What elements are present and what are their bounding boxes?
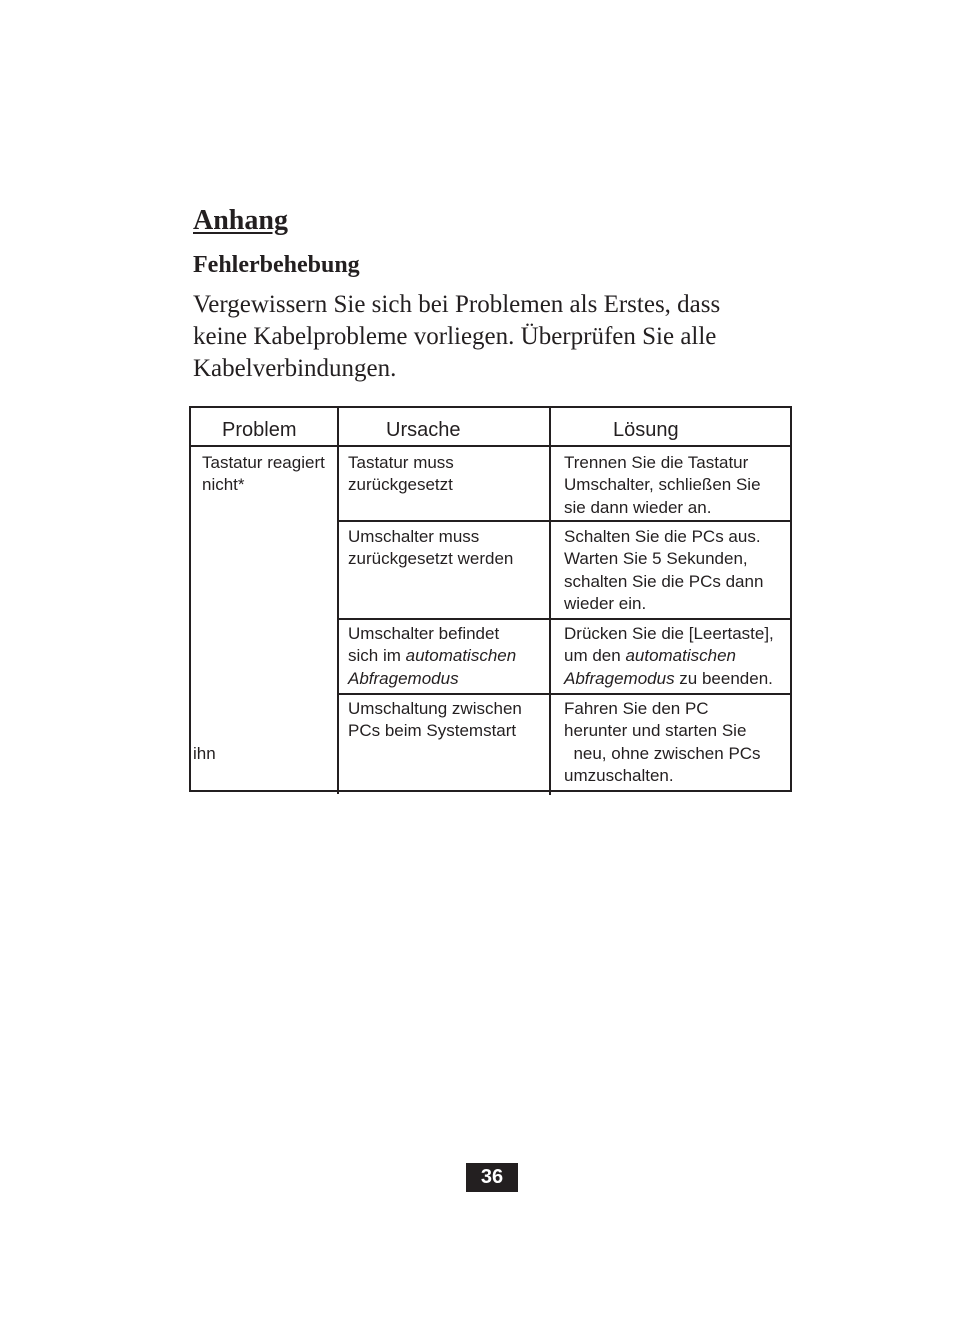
cause-text: PCs beim Systemstart — [348, 721, 517, 741]
cause-text-italic: Abfragemodus — [348, 668, 459, 688]
cause-text: Tastatur muss — [348, 453, 454, 472]
cause-cell — [348, 698, 522, 743]
problem-text: nicht* — [202, 475, 245, 495]
cause-text: zurückgesetzt — [348, 475, 453, 495]
troubleshooting-table — [189, 406, 792, 793]
row-separator — [337, 618, 792, 620]
table-border-bottom — [189, 790, 792, 792]
solution-text-segment: um den — [564, 646, 626, 666]
solution-cell — [564, 526, 763, 615]
intro-line: keine Kabelprobleme vorliegen. Überprüfen Sie alle — [193, 323, 717, 350]
column-divider — [549, 406, 551, 795]
row-separator — [337, 693, 792, 695]
solution-cell — [564, 452, 761, 519]
column-header-problem: Problem — [222, 419, 297, 441]
cause-text — [348, 645, 516, 667]
intro-paragraph — [193, 289, 793, 385]
intro-line: Kabelverbindungen. — [193, 355, 397, 382]
cause-text: Umschaltung zwischen — [348, 699, 522, 718]
cause-text — [348, 668, 516, 690]
solution-text: herunter und starten Sie — [564, 721, 747, 741]
solution-text: Fahren Sie den PC — [564, 699, 709, 718]
cause-cell — [348, 526, 513, 571]
column-divider — [337, 406, 339, 794]
solution-text-segment: zu beenden. — [674, 668, 773, 688]
column-header-cause: Ursache — [386, 419, 461, 441]
problem-text: Tastatur reagiert — [202, 453, 325, 472]
solution-text — [564, 645, 774, 667]
solution-text: Schalten Sie die PCs aus. — [564, 527, 761, 546]
cause-text: zurückgesetzt werden — [348, 549, 514, 569]
table-border-top — [189, 406, 792, 408]
cause-text: Umschalter muss — [348, 527, 480, 546]
solution-text: sie dann wieder an. — [564, 497, 712, 517]
cause-text-italic: automatischen — [405, 646, 517, 666]
column-header-solution: Lösung — [613, 419, 679, 441]
solution-text: Drücken Sie die [Leertaste], — [564, 624, 774, 643]
solution-text: umzuschalten. — [564, 765, 674, 785]
solution-text-italic: automatischen — [625, 646, 737, 666]
solution-text: Warten Sie 5 Sekunden, — [564, 549, 748, 569]
solution-text — [564, 668, 774, 690]
intro-line: Vergewissern Sie sich bei Problemen als Erstes, dass — [193, 291, 721, 318]
cause-cell — [348, 623, 516, 690]
problem-stray-text: ihn — [193, 744, 216, 763]
page-number: 36 — [466, 1163, 518, 1192]
solution-text: Trennen Sie die Tastatur — [564, 453, 749, 472]
solution-text: wieder ein. — [564, 593, 647, 613]
table-border-left — [189, 406, 191, 792]
row-separator — [337, 520, 792, 522]
cause-cell — [348, 452, 454, 497]
solution-text: schalten Sie die PCs dann — [564, 571, 764, 591]
solution-cell — [564, 623, 774, 690]
cause-text-segment: sich im — [348, 646, 406, 666]
section-heading: Fehlerbehebung — [193, 252, 360, 278]
cause-text: Umschalter befindet — [348, 624, 500, 643]
problem-cell — [202, 452, 325, 497]
solution-text-italic: Abfragemodus — [564, 668, 675, 688]
header-separator — [189, 445, 792, 447]
solution-text: Umschalter, schließen Sie — [564, 475, 761, 495]
table-border-right — [790, 406, 792, 792]
solution-cell — [564, 698, 761, 787]
page-title: Anhang — [193, 205, 288, 236]
solution-text: neu, ohne zwischen PCs — [564, 743, 761, 763]
